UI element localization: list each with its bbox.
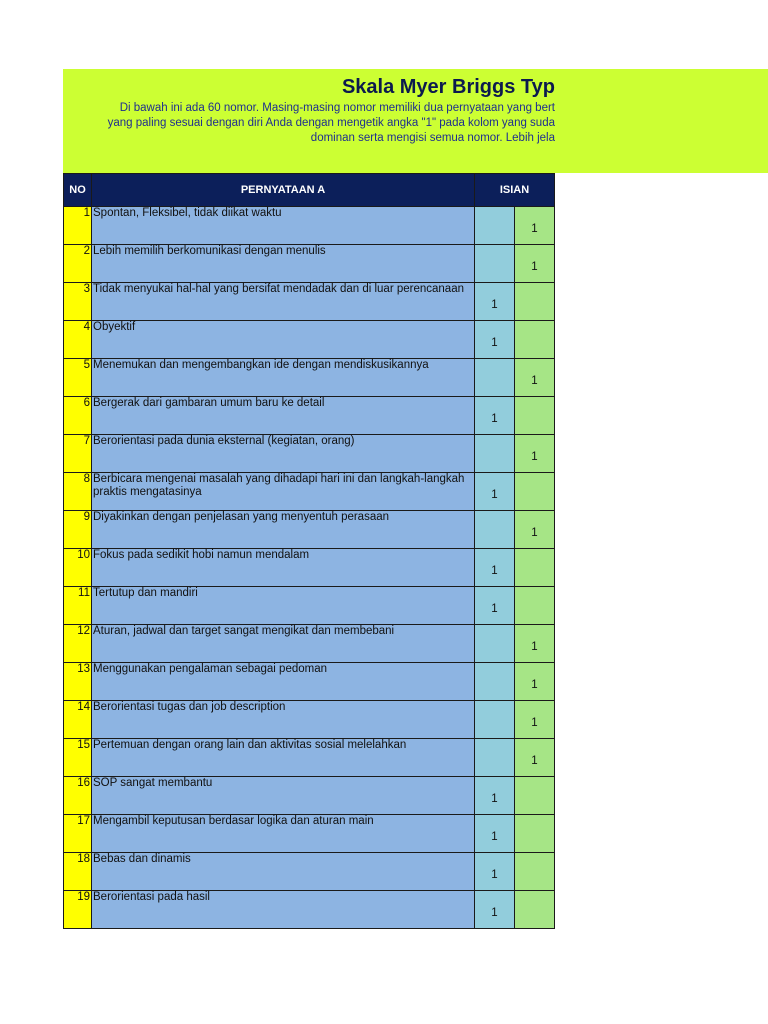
statement-cell: Menemukan dan mengembangkan ide dengan mendiskusikannya	[92, 359, 475, 397]
isian-cell-a[interactable]	[475, 207, 515, 245]
isian-cell-b[interactable]	[515, 587, 555, 625]
statement-cell: Spontan, Fleksibel, tidak diikat waktu	[92, 207, 475, 245]
isian-value: 1	[531, 754, 538, 767]
table-row	[64, 549, 555, 587]
statement-cell: Aturan, jadwal dan target sangat mengikat dan membebani	[92, 625, 475, 663]
statement-cell: Tidak menyukai hal-hal yang bersifat mendadak dan di luar perencanaan	[92, 283, 475, 321]
isian-value: 1	[491, 336, 498, 349]
statement-cell: Fokus pada sedikit hobi namun mendalam	[92, 549, 475, 587]
isian-cell-b[interactable]	[515, 359, 555, 397]
instruction-line: dominan serta mengisi semua nomor. Lebih jela	[310, 132, 555, 144]
isian-cell-a[interactable]	[475, 549, 515, 587]
statement-cell: Bergerak dari gambaran umum baru ke detail	[92, 397, 475, 435]
isian-value: 1	[491, 792, 498, 805]
isian-cell-b[interactable]	[515, 473, 555, 511]
isian-value: 1	[531, 640, 538, 653]
header-banner	[63, 69, 768, 173]
statement-cell: Diyakinkan dengan penjelasan yang menyentuh perasaan	[92, 511, 475, 549]
isian-cell-b[interactable]	[515, 891, 555, 929]
row-number: 8	[64, 473, 92, 511]
table-row	[64, 321, 555, 359]
row-number: 7	[64, 435, 92, 473]
isian-value: 1	[491, 602, 498, 615]
statement-cell: SOP sangat membantu	[92, 777, 475, 815]
table-row	[64, 435, 555, 473]
isian-value: 1	[531, 222, 538, 235]
row-number: 18	[64, 853, 92, 891]
row-number: 2	[64, 245, 92, 283]
isian-cell-b[interactable]	[515, 283, 555, 321]
statement-cell: Menggunakan pengalaman sebagai pedoman	[92, 663, 475, 701]
isian-cell-b[interactable]	[515, 739, 555, 777]
row-number: 13	[64, 663, 92, 701]
instruction-line: Di bawah ini ada 60 nomor. Masing-masing nomor memiliki dua pernyataan yang bert	[119, 102, 555, 114]
statement-cell: Obyektif	[92, 321, 475, 359]
row-number: 16	[64, 777, 92, 815]
isian-cell-a[interactable]	[475, 663, 515, 701]
table-row	[64, 739, 555, 777]
table-row	[64, 701, 555, 739]
table-row	[64, 283, 555, 321]
isian-cell-a[interactable]	[475, 283, 515, 321]
table-row	[64, 777, 555, 815]
isian-cell-b[interactable]	[515, 435, 555, 473]
isian-value: 1	[491, 564, 498, 577]
row-number: 15	[64, 739, 92, 777]
column-header-isian: ISIAN	[475, 174, 555, 207]
isian-cell-a[interactable]	[475, 397, 515, 435]
table-row	[64, 891, 555, 929]
table-row	[64, 663, 555, 701]
isian-value: 1	[491, 906, 498, 919]
instruction-line: yang paling sesuai dengan diri Anda dengan mengetik angka "1" pada kolom yang suda	[107, 117, 555, 129]
statement-cell: Pertemuan dengan orang lain dan aktivitas sosial melelahkan	[92, 739, 475, 777]
isian-value: 1	[531, 716, 538, 729]
isian-cell-a[interactable]	[475, 245, 515, 283]
instructions	[63, 101, 555, 146]
row-number: 11	[64, 587, 92, 625]
row-number: 6	[64, 397, 92, 435]
isian-cell-b[interactable]	[515, 207, 555, 245]
isian-cell-a[interactable]	[475, 321, 515, 359]
isian-cell-a[interactable]	[475, 739, 515, 777]
row-number: 1	[64, 207, 92, 245]
isian-cell-a[interactable]	[475, 777, 515, 815]
page-title: Skala Myer Briggs Typ	[341, 76, 555, 98]
table-row	[64, 587, 555, 625]
table-row	[64, 245, 555, 283]
isian-cell-a[interactable]	[475, 701, 515, 739]
isian-value: 1	[491, 868, 498, 881]
isian-cell-b[interactable]	[515, 777, 555, 815]
isian-cell-b[interactable]	[515, 815, 555, 853]
row-number: 14	[64, 701, 92, 739]
table-row	[64, 815, 555, 853]
table-row	[64, 511, 555, 549]
table-row	[64, 359, 555, 397]
statement-cell: Bebas dan dinamis	[92, 853, 475, 891]
questionnaire-table	[63, 173, 555, 929]
row-number: 12	[64, 625, 92, 663]
isian-value: 1	[531, 450, 538, 463]
isian-cell-b[interactable]	[515, 321, 555, 359]
isian-cell-b[interactable]	[515, 245, 555, 283]
isian-cell-a[interactable]	[475, 853, 515, 891]
statement-cell: Tertutup dan mandiri	[92, 587, 475, 625]
column-header-no: NO	[64, 174, 92, 207]
table-row	[64, 207, 555, 245]
row-number: 19	[64, 891, 92, 929]
isian-cell-a[interactable]	[475, 587, 515, 625]
isian-value: 1	[531, 260, 538, 273]
row-number: 10	[64, 549, 92, 587]
isian-value: 1	[491, 488, 498, 501]
isian-cell-b[interactable]	[515, 663, 555, 701]
header-content	[63, 69, 555, 173]
column-header-statement: PERNYATAAN A	[92, 174, 475, 207]
statement-cell: Lebih memilih berkomunikasi dengan menulis	[92, 245, 475, 283]
isian-cell-a[interactable]	[475, 359, 515, 397]
isian-cell-a[interactable]	[475, 435, 515, 473]
table-row	[64, 853, 555, 891]
isian-cell-b[interactable]	[515, 853, 555, 891]
statement-cell: Berorientasi pada hasil	[92, 891, 475, 929]
isian-value: 1	[531, 526, 538, 539]
statement-cell: Berorientasi pada dunia eksternal (kegiatan, orang)	[92, 435, 475, 473]
table-row	[64, 473, 555, 511]
row-number: 17	[64, 815, 92, 853]
row-number: 4	[64, 321, 92, 359]
header-row	[64, 174, 555, 207]
statement-cell: Mengambil keputusan berdasar logika dan aturan main	[92, 815, 475, 853]
row-number: 3	[64, 283, 92, 321]
row-number: 5	[64, 359, 92, 397]
table-row	[64, 397, 555, 435]
isian-cell-a[interactable]	[475, 473, 515, 511]
row-number: 9	[64, 511, 92, 549]
isian-value: 1	[491, 298, 498, 311]
isian-cell-a[interactable]	[475, 511, 515, 549]
isian-value: 1	[531, 374, 538, 387]
isian-cell-a[interactable]	[475, 891, 515, 929]
table-row	[64, 625, 555, 663]
isian-cell-a[interactable]	[475, 815, 515, 853]
isian-cell-b[interactable]	[515, 701, 555, 739]
statement-cell: Berorientasi tugas dan job description	[92, 701, 475, 739]
statement-cell: Berbicara mengenai masalah yang dihadapi hari ini dan langkah-langkah praktis mengatasinya	[92, 473, 475, 511]
isian-cell-a[interactable]	[475, 625, 515, 663]
isian-value: 1	[491, 830, 498, 843]
isian-cell-b[interactable]	[515, 625, 555, 663]
isian-value: 1	[491, 412, 498, 425]
isian-cell-b[interactable]	[515, 397, 555, 435]
isian-cell-b[interactable]	[515, 549, 555, 587]
isian-cell-b[interactable]	[515, 511, 555, 549]
isian-value: 1	[531, 678, 538, 691]
